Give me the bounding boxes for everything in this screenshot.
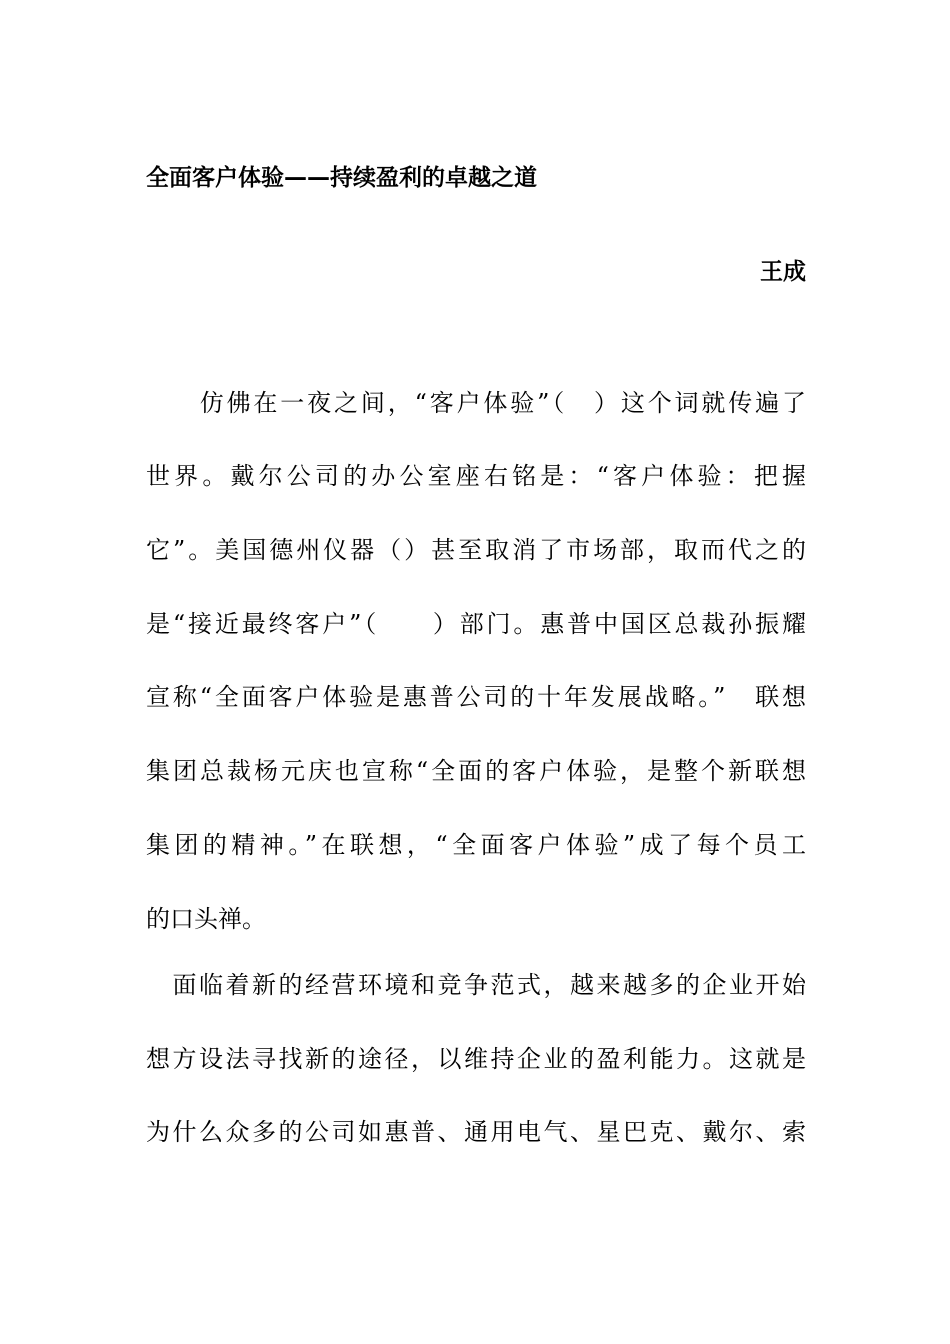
body-line: 是“接近最终客户”（ ）部门。惠普中国区总裁孙振耀 — [146, 610, 806, 638]
body-line: 它”。美国德州仪器（）甚至取消了市场部，取而代之的 — [146, 536, 806, 564]
body-line: 想方设法寻找新的途径，以维持企业的盈利能力。这就是 — [146, 1045, 806, 1073]
body-line: 世界。戴尔公司的办公室座右铭是：“客户体验：把握 — [146, 462, 806, 490]
body-line: 集团的精神。”在联想，“全面客户体验”成了每个员工 — [146, 831, 806, 859]
document-title: 全面客户体验——持续盈利的卓越之道 — [146, 165, 537, 191]
body-line: 仿佛在一夜之间，“客户体验”（ ）这个词就传遍了 — [146, 389, 806, 417]
body-line: 宣称“全面客户体验是惠普公司的十年发展战略。” 联想 — [146, 683, 806, 711]
author-name: 王成 — [760, 259, 806, 285]
body-line: 的口头禅。 — [146, 905, 266, 933]
body-line: 集团总裁杨元庆也宣称“全面的客户体验，是整个新联想 — [146, 757, 806, 785]
body-line: 为什么众多的公司如惠普、通用电气、星巴克、戴尔、索 — [146, 1118, 806, 1146]
body-line: 面临着新的经营环境和竞争范式，越来越多的企业开始 — [146, 971, 806, 999]
